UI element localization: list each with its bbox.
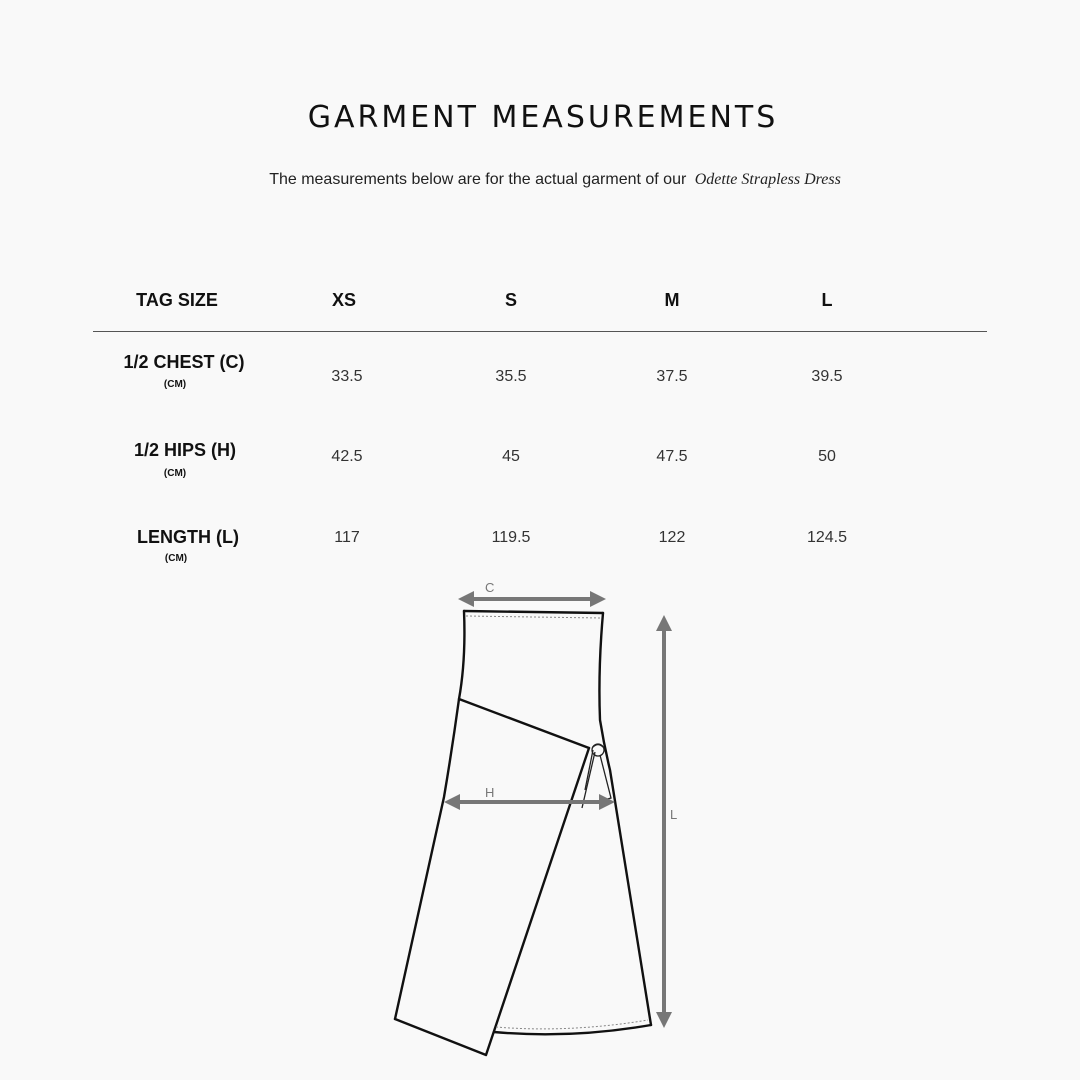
hips-xs-value: 42.5 (331, 448, 363, 465)
dress-outline (395, 611, 651, 1055)
dress-stitching (466, 616, 648, 1029)
hips-arrow (444, 794, 615, 810)
row-unit-length: (CM) (164, 553, 188, 564)
column-header-m: M (664, 290, 680, 310)
row-unit-hips: (CM) (163, 468, 187, 479)
page-title: GARMENT MEASUREMENTS (307, 100, 779, 135)
column-header-tag-size: TAG SIZE (136, 290, 218, 310)
chest-letter: C (485, 580, 495, 595)
length-s-value: 119.5 (491, 529, 531, 546)
row-label-hips: 1/2 HIPS (H) (133, 440, 237, 460)
chest-l-value: 39.5 (811, 368, 843, 385)
hips-s-value: 45 (502, 448, 520, 465)
row-label-chest: 1/2 CHEST (C) (123, 352, 245, 372)
row-unit-chest: (CM) (163, 379, 187, 390)
length-letter: L (670, 807, 678, 822)
product-name: Odette Strapless Dress (694, 171, 841, 188)
length-m-value: 122 (658, 529, 686, 546)
hips-l-value: 50 (818, 448, 836, 465)
row-label-length: LENGTH (L) (137, 527, 239, 547)
chest-xs-value: 33.5 (331, 368, 363, 385)
length-l-value: 124.5 (806, 529, 848, 546)
column-header-l: L (821, 290, 833, 310)
subtitle-text: The measurements below are for the actual garment of our (269, 171, 687, 188)
hips-m-value: 47.5 (656, 448, 688, 465)
chest-arrow (458, 591, 606, 607)
length-xs-value: 117 (334, 529, 360, 546)
chest-s-value: 35.5 (495, 368, 527, 385)
chest-m-value: 37.5 (656, 368, 688, 385)
column-header-s: S (504, 290, 518, 310)
hips-letter: H (485, 785, 495, 800)
column-header-xs: XS (331, 290, 357, 310)
